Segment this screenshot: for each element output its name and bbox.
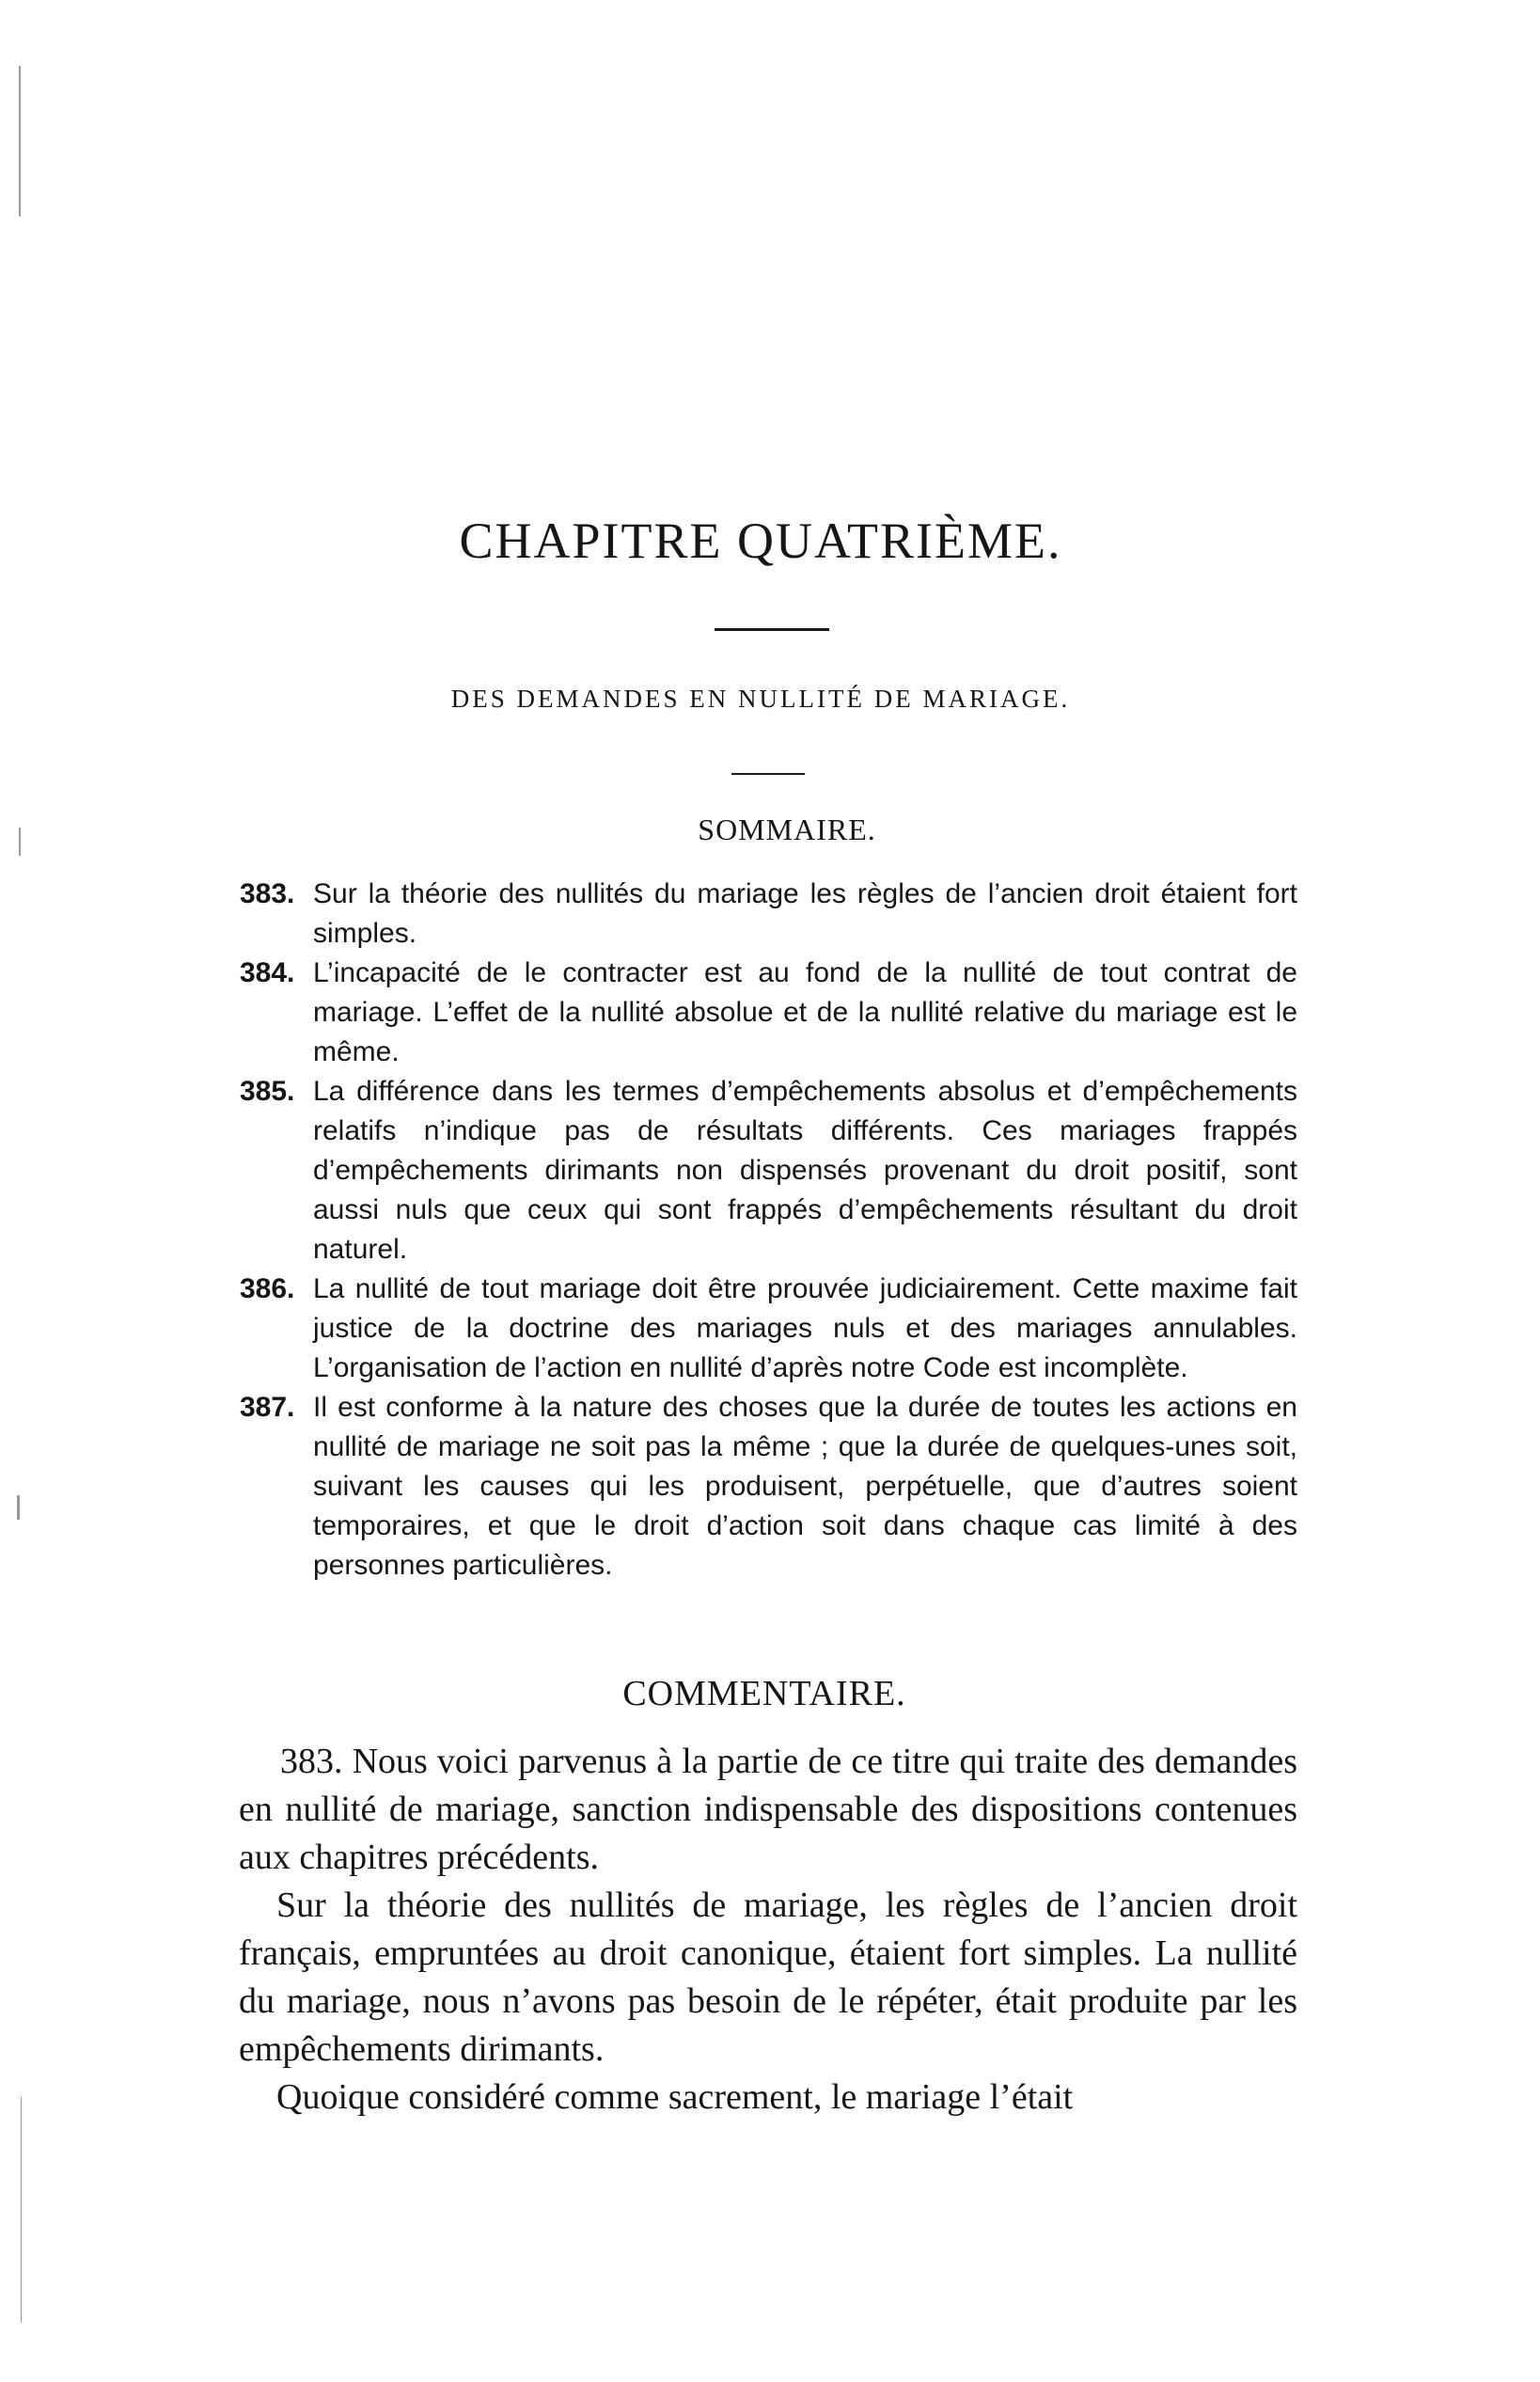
sommaire-item-number: 386. [240, 1273, 295, 1304]
sommaire-item-386 [240, 1270, 1297, 1388]
sommaire-item-number: 387. [240, 1392, 295, 1423]
sommaire-item-385 [240, 1072, 1297, 1270]
commentaire-paragraph: Quoique considéré comme sacrement, le mariage l’était [276, 2077, 1074, 2117]
sommaire-item-text: Il est conforme à la nature des choses que la durée de toutes les actions en nullité de mariage ne soit pas la même ; que la durée de quelques-unes soit, suivant les causes qui les produisent, perpétuelle, que d’autres soient temporaires, et que le droit d’action soit dans chaque cas limité à des personnes particulières. [313, 1392, 1297, 1581]
commentaire-paragraph: Sur la théorie des nullités de mariage, les règles de l’ancien droit français, empruntées au droit canonique, étaient fort simples. La nullité du mariage, nous n’avons pas besoin de le répéter, était produite par les empêchements dirimants. [239, 1885, 1297, 2069]
sommaire-item-text: L’incapacité de le contracter est au fond de la nullité de tout contrat de mariage. L’effet de la nullité absolue et de la nullité relative du mariage est le même. [313, 957, 1297, 1067]
sommaire-item-number: 383. [240, 878, 295, 909]
title-divider [715, 628, 829, 631]
sommaire-item-383 [240, 875, 1297, 954]
sommaire-item-number: 385. [240, 1076, 295, 1107]
sommaire-item-text: Sur la théorie des nullités du mariage les règles de l’ancien droit étaient fort simples. [313, 878, 1297, 949]
chapter-subtitle: DES DEMANDES EN NULLITÉ DE MARIAGE. [450, 685, 1071, 713]
sommaire-item-text: La nullité de tout mariage doit être prouvée judiciairement. Cette maxime fait justice de la doctrine des mariages nuls et des mariages annulables. L’organisation de l’action en nullité d’après notre Code est incomplète. [313, 1273, 1297, 1383]
subtitle-divider [731, 773, 805, 775]
sommaire-item-number: 384. [240, 957, 295, 988]
commentaire-heading: COMMENTAIRE. [622, 1674, 906, 1713]
sommaire-heading: SOMMAIRE. [698, 812, 876, 846]
sommaire-item-387 [240, 1388, 1297, 1585]
sommaire-item-text: La différence dans les termes d’empêchements absolus et d’empêchements relatifs n’indique pas de résultats différents. Ces mariages frappés d’empêchements dirimants non dispensés provenant du droit positif, sont aussi nuls que ceux qui sont frappés d’empêchements résultant du droit naturel. [313, 1076, 1297, 1265]
sommaire-list [240, 875, 1297, 1585]
scan-edge-mark [19, 66, 21, 216]
chapter-title: CHAPITRE QUATRIÈME. [459, 513, 1062, 569]
sommaire-item-384 [240, 954, 1297, 1072]
scan-edge-mark [17, 1495, 20, 1520]
scan-edge-mark [21, 2097, 22, 2323]
commentaire-paragraph: 383. Nous voici parvenus à la partie de ce titre qui traite des demandes en nullité de mariage, sanction indispensable des dispositions contenues aux chapitres précédents. [239, 1742, 1297, 1877]
commentaire-body [239, 1738, 1297, 2122]
